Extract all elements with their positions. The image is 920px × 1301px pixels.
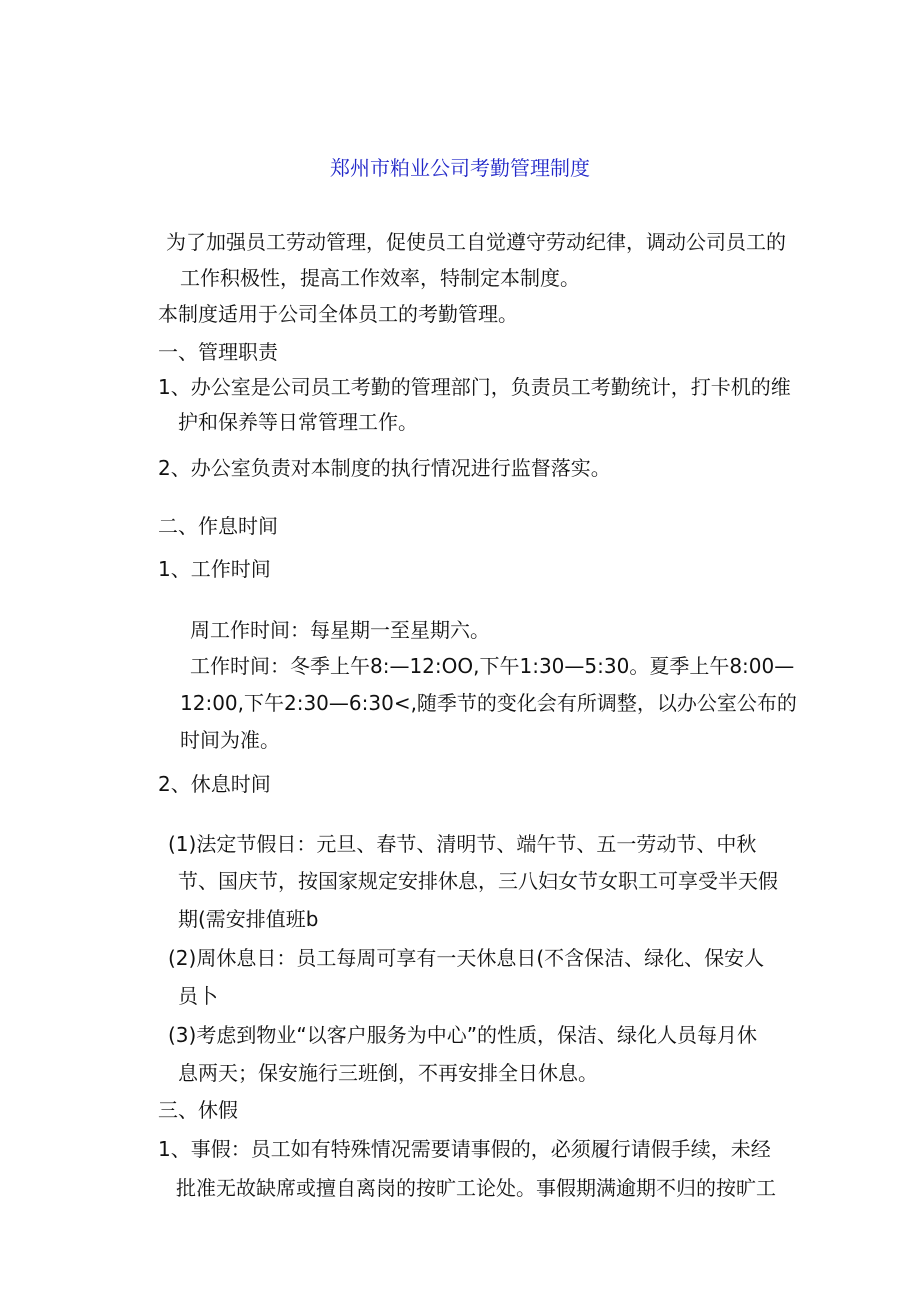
- list-item-line: 批准无故缺席或擅自离岗的按旷工论处。事假期满逾期不归的按旷工: [176, 1176, 776, 1200]
- list-item-line: (1)法定节假日：元旦、春节、清明节、端午节、五一劳动节、中秋: [168, 832, 757, 856]
- list-item-line: (2)周休息日：员工每周可享有一天休息日(不含保洁、绿化、保安人: [168, 946, 765, 970]
- document-title: 郑州市粕业公司考勤管理制度: [330, 156, 590, 180]
- paragraph-line: 为了加强员工劳动管理，促使员工自觉遵守劳动纪律，调动公司员工的: [166, 230, 786, 254]
- paragraph-line: 12:00,下午2:30—6:30<,随季节的变化会有所调整，以办公室公布的: [180, 691, 797, 715]
- list-item-line: 1、事假：员工如有特殊情况需要请事假的，必须履行请假手续，未经: [158, 1137, 771, 1161]
- paragraph-line: 本制度适用于公司全体员工的考勤管理。: [158, 302, 518, 326]
- list-item-line: 1、办公室是公司员工考勤的管理部门，负责员工考勤统计，打卡机的维: [158, 375, 791, 399]
- list-item-line: 护和保养等日常管理工作。: [178, 410, 418, 434]
- list-item-line: 息两天；保安施行三班倒，不再安排全日休息。: [178, 1061, 598, 1085]
- list-item-line: (3)考虑到物业“以客户服务为中心”的性质，保洁、绿化人员每月休: [168, 1023, 758, 1047]
- list-item-line: 节、国庆节，按国家规定安排休息，三八妇女节女职工可享受半天假: [178, 869, 778, 893]
- section-heading: 二、作息时间: [158, 514, 278, 538]
- subsection-heading: 2、休息时间: [158, 772, 271, 796]
- paragraph-line: 时间为准。: [180, 728, 280, 752]
- paragraph-line: 工作积极性，提高工作效率，特制定本制度。: [180, 266, 580, 290]
- section-heading: 一、管理职责: [158, 340, 278, 364]
- section-heading: 三、休假: [158, 1098, 238, 1122]
- subsection-heading: 1、工作时间: [158, 557, 271, 581]
- list-item-line: 2、办公室负责对本制度的执行情况进行监督落实。: [158, 456, 611, 480]
- list-item-line: 期(需安排值班b: [178, 907, 319, 931]
- list-item-line: 员卜: [178, 984, 218, 1008]
- paragraph-line: 工作时间：冬季上午8:—12:OO,下午1:30—5:30。夏季上午8:00—: [190, 654, 795, 678]
- paragraph-line: 周工作时间：每星期一至星期六。: [190, 618, 490, 642]
